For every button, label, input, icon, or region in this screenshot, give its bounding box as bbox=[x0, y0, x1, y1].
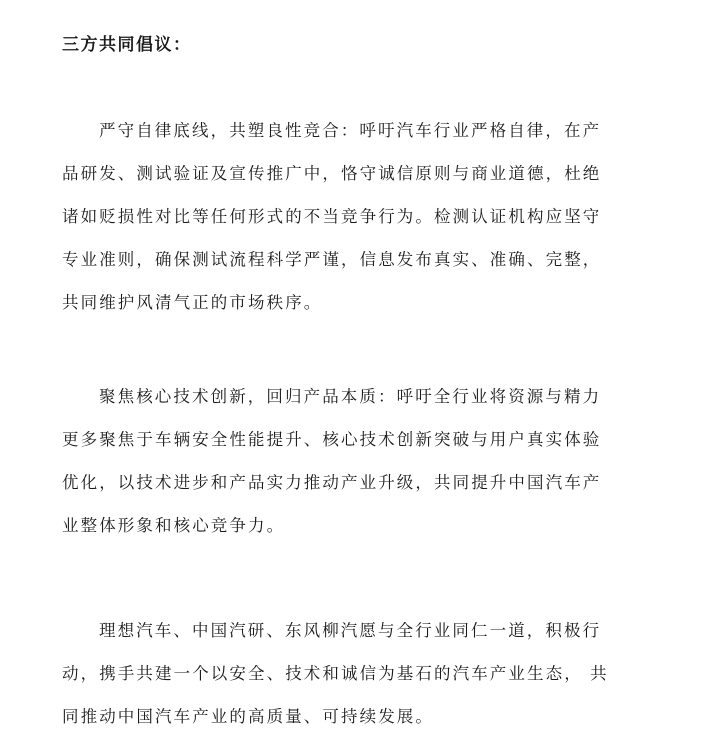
paragraph-self-discipline bbox=[62, 109, 642, 324]
document-heading: 三方共同倡议： bbox=[62, 35, 192, 55]
paragraph-line: 诸如贬损性对比等任何形式的不当竞争行为。检测认证机构应坚守 bbox=[62, 207, 602, 226]
paragraph-line: 动，携手共建一个以安全、技术和诚信为基石的汽车产业生态， 共 bbox=[62, 664, 609, 683]
paragraph-line: 品研发、测试验证及宣传推广中，恪守诚信原则与商业道德，杜绝 bbox=[62, 164, 602, 183]
paragraph-line: 聚焦核心技术创新，回归产品本质：呼吁全行业将资源与精力 bbox=[99, 387, 602, 406]
paragraph-joint-action bbox=[62, 609, 642, 738]
paragraph-line: 优化，以技术进步和产品实力推动产业升级，共同提升中国汽车产 bbox=[62, 473, 602, 492]
paragraph-innovation bbox=[62, 375, 642, 547]
paragraph-line: 理想汽车、中国汽研、东风柳汽愿与全行业同仁一道，积极行 bbox=[99, 621, 602, 640]
paragraph-line: 专业准则，确保测试流程科学严谨，信息发布真实、准确、完整， bbox=[62, 250, 602, 269]
paragraph-line: 同推动中国汽车产业的高质量、可持续发展。 bbox=[62, 707, 434, 726]
paragraph-line: 业整体形象和核心竞争力。 bbox=[62, 516, 286, 535]
paragraph-line: 严守自律底线，共塑良性竞合：呼吁汽车行业严格自律，在产 bbox=[99, 121, 602, 140]
paragraph-line: 更多聚焦于车辆安全性能提升、核心技术创新突破与用户真实体验 bbox=[62, 430, 602, 449]
paragraph-line: 共同维护风清气正的市场秩序。 bbox=[62, 293, 323, 312]
